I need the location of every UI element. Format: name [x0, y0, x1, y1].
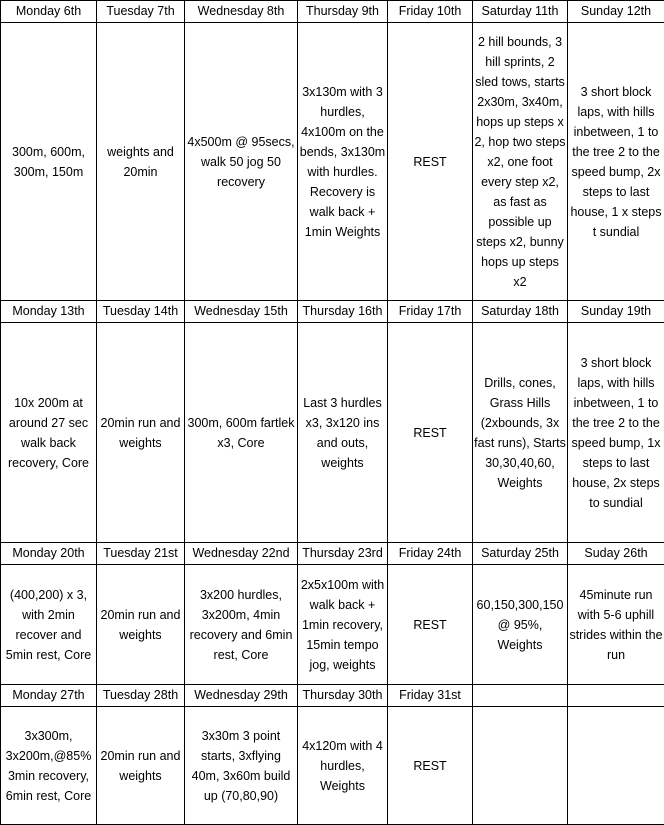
- day-header: Monday 6th: [1, 1, 97, 23]
- day-session: 10x 200m at around 27 sec walk back recovery, Core: [1, 323, 97, 543]
- day-session: weights and 20min: [97, 23, 185, 301]
- empty-cell: [568, 685, 664, 707]
- day-session: Last 3 hurdles x3, 3x120 ins and outs, weights: [298, 323, 388, 543]
- day-session: 45minute run with 5-6 uphill strides within the run: [568, 565, 664, 685]
- day-header: Saturday 18th: [473, 301, 568, 323]
- day-header: Friday 24th: [388, 543, 473, 565]
- day-header: Wednesday 8th: [185, 1, 298, 23]
- day-session: 60,150,300,150 @ 95%, Weights: [473, 565, 568, 685]
- week-1-body-row: [1, 23, 664, 301]
- day-header: Friday 17th: [388, 301, 473, 323]
- empty-cell: [473, 707, 568, 825]
- day-session: 3 short block laps, with hills inbetween, 1 to the tree 2 to the speed bump, 2x steps to last house, 1 x steps t sundial: [568, 23, 664, 301]
- day-session: 2 hill bounds, 3 hill sprints, 2 sled tows, starts 2x30m, 3x40m, hops up steps x 2, hop two steps x2, one foot every step x2, as fast as possible up steps x2, bunny hops up steps x2: [473, 23, 568, 301]
- day-session: 20min run and weights: [97, 565, 185, 685]
- day-header: Tuesday 14th: [97, 301, 185, 323]
- day-header: Tuesday 21st: [97, 543, 185, 565]
- day-header: Wednesday 29th: [185, 685, 298, 707]
- day-header: Wednesday 22nd: [185, 543, 298, 565]
- day-session: 3 short block laps, with hills inbetween, 1 to the tree 2 to the speed bump, 1x steps to last house, 2x steps to sundial: [568, 323, 664, 543]
- day-header: Friday 10th: [388, 1, 473, 23]
- day-header: Saturday 25th: [473, 543, 568, 565]
- day-session: 300m, 600m, 300m, 150m: [1, 23, 97, 301]
- day-header: Wednesday 15th: [185, 301, 298, 323]
- day-header: Thursday 9th: [298, 1, 388, 23]
- week-2-body-row: [1, 323, 664, 543]
- day-session: 2x5x100m with walk back + 1min recovery, 15min tempo jog, weights: [298, 565, 388, 685]
- week-4-header-row: [1, 685, 664, 707]
- day-header: Tuesday 7th: [97, 1, 185, 23]
- day-header: Monday 13th: [1, 301, 97, 323]
- day-session: REST: [388, 323, 473, 543]
- week-3-header-row: [1, 543, 664, 565]
- day-header: Thursday 23rd: [298, 543, 388, 565]
- day-session: (400,200) x 3, with 2min recover and 5min rest, Core: [1, 565, 97, 685]
- day-header: Monday 20th: [1, 543, 97, 565]
- day-session: 20min run and weights: [97, 323, 185, 543]
- day-session: 4x120m with 4 hurdles, Weights: [298, 707, 388, 825]
- day-header: Tuesday 28th: [97, 685, 185, 707]
- day-session: 4x500m @ 95secs, walk 50 jog 50 recovery: [185, 23, 298, 301]
- day-session: REST: [388, 707, 473, 825]
- week-2-header-row: [1, 301, 664, 323]
- day-session: 3x300m, 3x200m,@85% 3min recovery, 6min rest, Core: [1, 707, 97, 825]
- week-3-body-row: [1, 565, 664, 685]
- day-session: 20min run and weights: [97, 707, 185, 825]
- day-header: Thursday 16th: [298, 301, 388, 323]
- day-session: REST: [388, 23, 473, 301]
- day-header: Suday 26th: [568, 543, 664, 565]
- day-header: Friday 31st: [388, 685, 473, 707]
- empty-cell: [473, 685, 568, 707]
- day-session: 3x200 hurdles, 3x200m, 4min recovery and 6min rest, Core: [185, 565, 298, 685]
- week-4-body-row: [1, 707, 664, 825]
- day-session: Drills, cones, Grass Hills (2xbounds, 3x fast runs), Starts 30,30,40,60, Weights: [473, 323, 568, 543]
- day-session: 300m, 600m fartlek x3, Core: [185, 323, 298, 543]
- day-header: Monday 27th: [1, 685, 97, 707]
- day-header: Sunday 12th: [568, 1, 664, 23]
- day-header: Sunday 19th: [568, 301, 664, 323]
- empty-cell: [568, 707, 664, 825]
- day-header: Saturday 11th: [473, 1, 568, 23]
- day-session: REST: [388, 565, 473, 685]
- day-session: 3x30m 3 point starts, 3xflying 40m, 3x60m build up (70,80,90): [185, 707, 298, 825]
- week-1-header-row: [1, 1, 664, 23]
- day-header: Thursday 30th: [298, 685, 388, 707]
- day-session: 3x130m with 3 hurdles, 4x100m on the bends, 3x130m with hurdles. Recovery is walk back + 1min Weights: [298, 23, 388, 301]
